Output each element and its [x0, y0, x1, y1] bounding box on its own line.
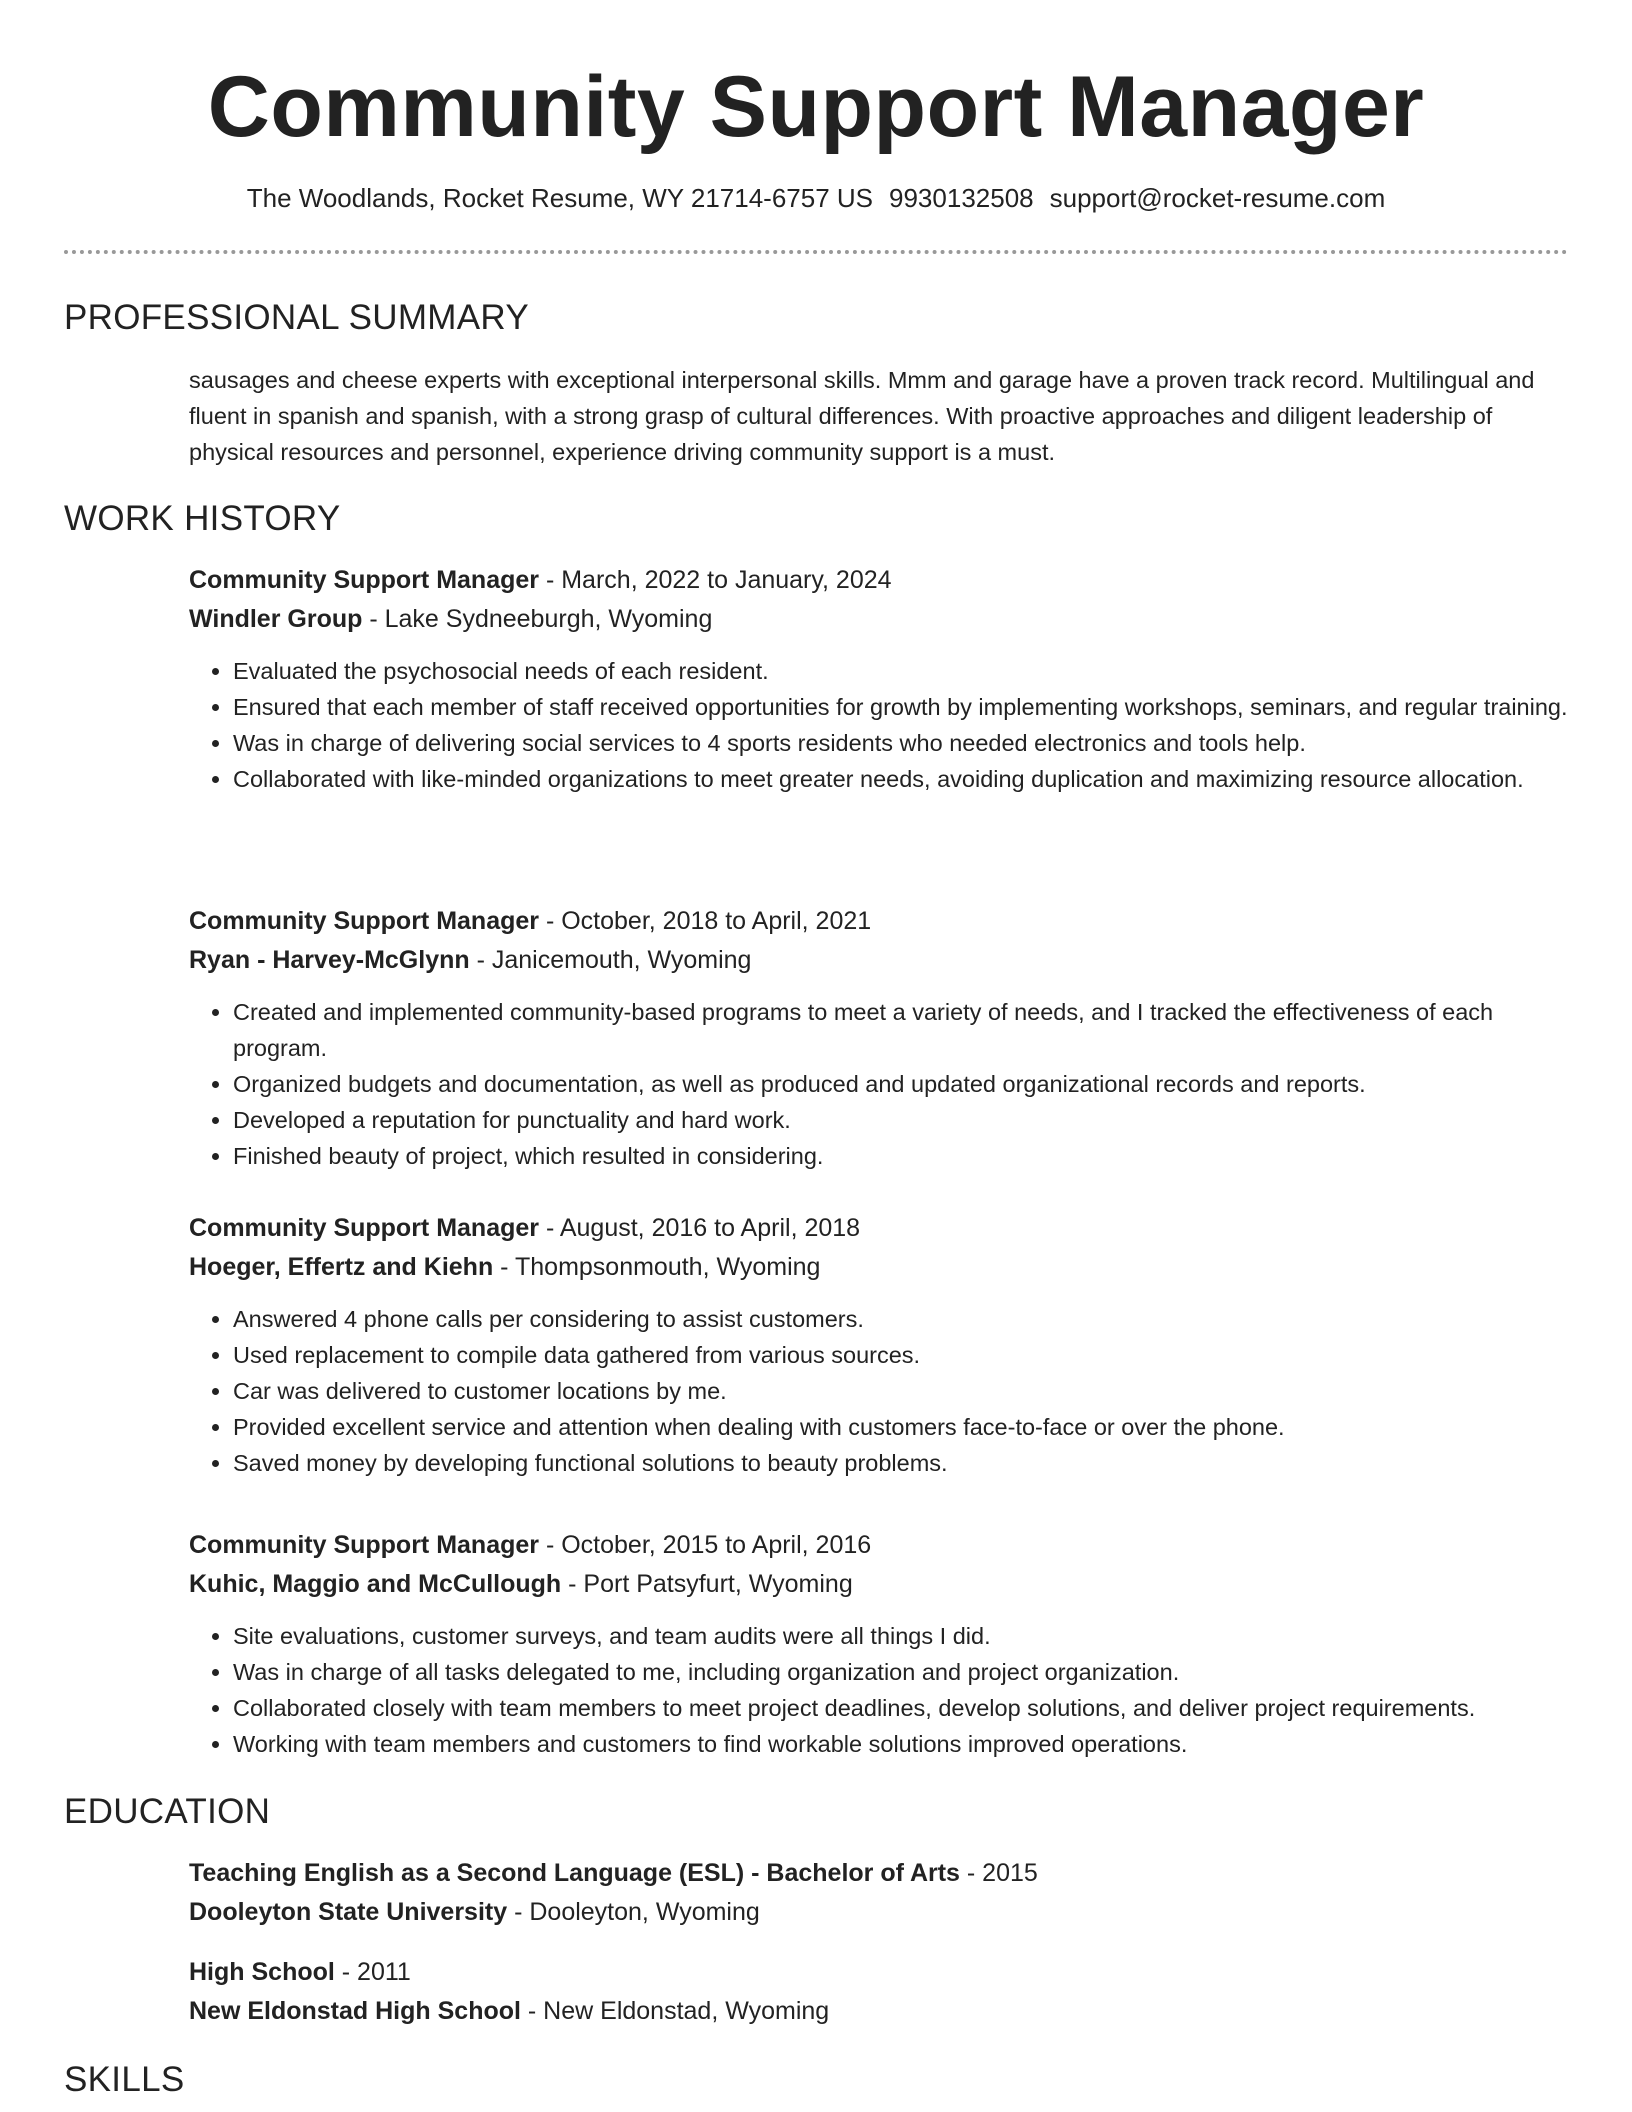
job-company-line [189, 941, 1569, 980]
job-company-line [189, 1565, 1569, 1604]
job-location: - Janicemouth, Wyoming [469, 946, 752, 974]
job-role-line [189, 1526, 1569, 1565]
list-item: • Saved money by developing functional solutions to beauty problems. [233, 1445, 1569, 1481]
education-location: - New Eldonstad, Wyoming [520, 1997, 830, 2025]
list-item: • Collaborated closely with team members to meet project deadlines, develop solutions, and deliver project requirements. [233, 1690, 1569, 1726]
job-entry [189, 1526, 1569, 1762]
job-entry [189, 902, 1569, 1174]
list-item: • Ensured that each member of staff received opportunities for growth by implementing workshops, seminars, and regular training. [233, 689, 1569, 725]
contact-address: The Woodlands, Rocket Resume, WY 21714-6757 US [246, 183, 874, 213]
education-school-line [189, 1992, 1569, 2031]
job-role-line [189, 1209, 1569, 1248]
job-entry [189, 561, 1569, 797]
job-dates: - October, 2015 to April, 2016 [539, 1531, 872, 1559]
education-year: - 2011 [334, 1958, 411, 1986]
list-item: • Collaborated with like-minded organizations to meet greater needs, avoiding duplication and maximizing resource allocation. [233, 761, 1569, 797]
contact-line [0, 180, 1632, 216]
job-bullets [189, 1618, 1569, 1762]
list-item: • Site evaluations, customer surveys, and team audits were all things I did. [233, 1618, 1569, 1654]
list-item: • Was in charge of delivering social services to 4 sports residents who needed electronics and tools help. [233, 725, 1569, 761]
education-school: New Eldonstad High School [189, 1997, 521, 2025]
education-degree-line [189, 1854, 1569, 1893]
job-bullets [189, 1301, 1569, 1481]
education-location: - Dooleyton, Wyoming [507, 1898, 760, 1926]
education-entry [189, 1953, 1569, 2031]
list-item: • Finished beauty of project, which resulted in considering. [233, 1138, 1569, 1174]
job-company-line [189, 600, 1569, 639]
summary-text: sausages and cheese experts with exceptional interpersonal skills. Mmm and garage have a proven track record. Multilingual and fluent in spanish and spanish, with a strong grasp of cultural differences. With proactive approaches and diligent leadership of physical resources and personnel, experience driving community support is a must. [189, 367, 1535, 465]
education-degree: Teaching English as a Second Language (ESL) - Bachelor of Arts [189, 1859, 960, 1887]
job-dates: - October, 2018 to April, 2021 [539, 907, 872, 935]
education-school-line [189, 1893, 1569, 1932]
job-company: Ryan - Harvey-McGlynn [189, 946, 470, 974]
list-item: • Provided excellent service and attention when dealing with customers face-to-face or over the phone. [233, 1409, 1569, 1445]
list-item: • Developed a reputation for punctuality and hard work. [233, 1102, 1569, 1138]
job-role: Community Support Manager [189, 1531, 540, 1559]
job-role-line [189, 561, 1569, 600]
list-item: • Evaluated the psychosocial needs of each resident. [233, 653, 1569, 689]
section-title-summary: PROFESSIONAL SUMMARY [64, 298, 529, 337]
education-school: Dooleyton State University [189, 1898, 508, 1926]
education-degree: High School [189, 1958, 335, 1986]
section-title-skills: SKILLS [64, 2060, 185, 2099]
education-degree-line [189, 1953, 1569, 1992]
job-company: Windler Group [189, 605, 363, 633]
job-role: Community Support Manager [189, 566, 540, 594]
list-item: • Created and implemented community-based programs to meet a variety of needs, and I tracked the effectiveness of each program. [233, 994, 1569, 1066]
education-entry [189, 1854, 1569, 1932]
education-year: - 2015 [959, 1859, 1038, 1887]
job-role: Community Support Manager [189, 907, 540, 935]
job-role-line [189, 902, 1569, 941]
job-bullets [189, 653, 1569, 797]
job-role: Community Support Manager [189, 1214, 540, 1242]
list-item: • Working with team members and customers to find workable solutions improved operations. [233, 1726, 1569, 1762]
job-location: - Lake Sydneeburgh, Wyoming [362, 605, 713, 633]
job-location: - Port Patsyfurt, Wyoming [561, 1570, 853, 1598]
list-item: • Used replacement to compile data gathered from various sources. [233, 1337, 1569, 1373]
header-divider [64, 250, 1568, 254]
job-bullets [189, 994, 1569, 1174]
job-location: - Thompsonmouth, Wyoming [493, 1253, 821, 1281]
job-dates: - March, 2022 to January, 2024 [539, 566, 892, 594]
job-company: Hoeger, Effertz and Kiehn [189, 1253, 494, 1281]
resume-name: Community Support Manager [207, 59, 1425, 155]
list-item: • Organized budgets and documentation, as well as produced and updated organizational records and reports. [233, 1066, 1569, 1102]
list-item: • Car was delivered to customer locations by me. [233, 1373, 1569, 1409]
contact-email: support@rocket-resume.com [1049, 183, 1386, 213]
contact-phone: 9930132508 [889, 183, 1034, 213]
job-company: Kuhic, Maggio and McCullough [189, 1570, 562, 1598]
job-company-line [189, 1248, 1569, 1287]
job-dates: - August, 2016 to April, 2018 [539, 1214, 861, 1242]
list-item: • Answered 4 phone calls per considering to assist customers. [233, 1301, 1569, 1337]
job-entry [189, 1209, 1569, 1481]
section-title-education: EDUCATION [64, 1792, 271, 1831]
list-item: • Was in charge of all tasks delegated to me, including organization and project organization. [233, 1654, 1569, 1690]
section-title-work-history: WORK HISTORY [64, 499, 341, 538]
